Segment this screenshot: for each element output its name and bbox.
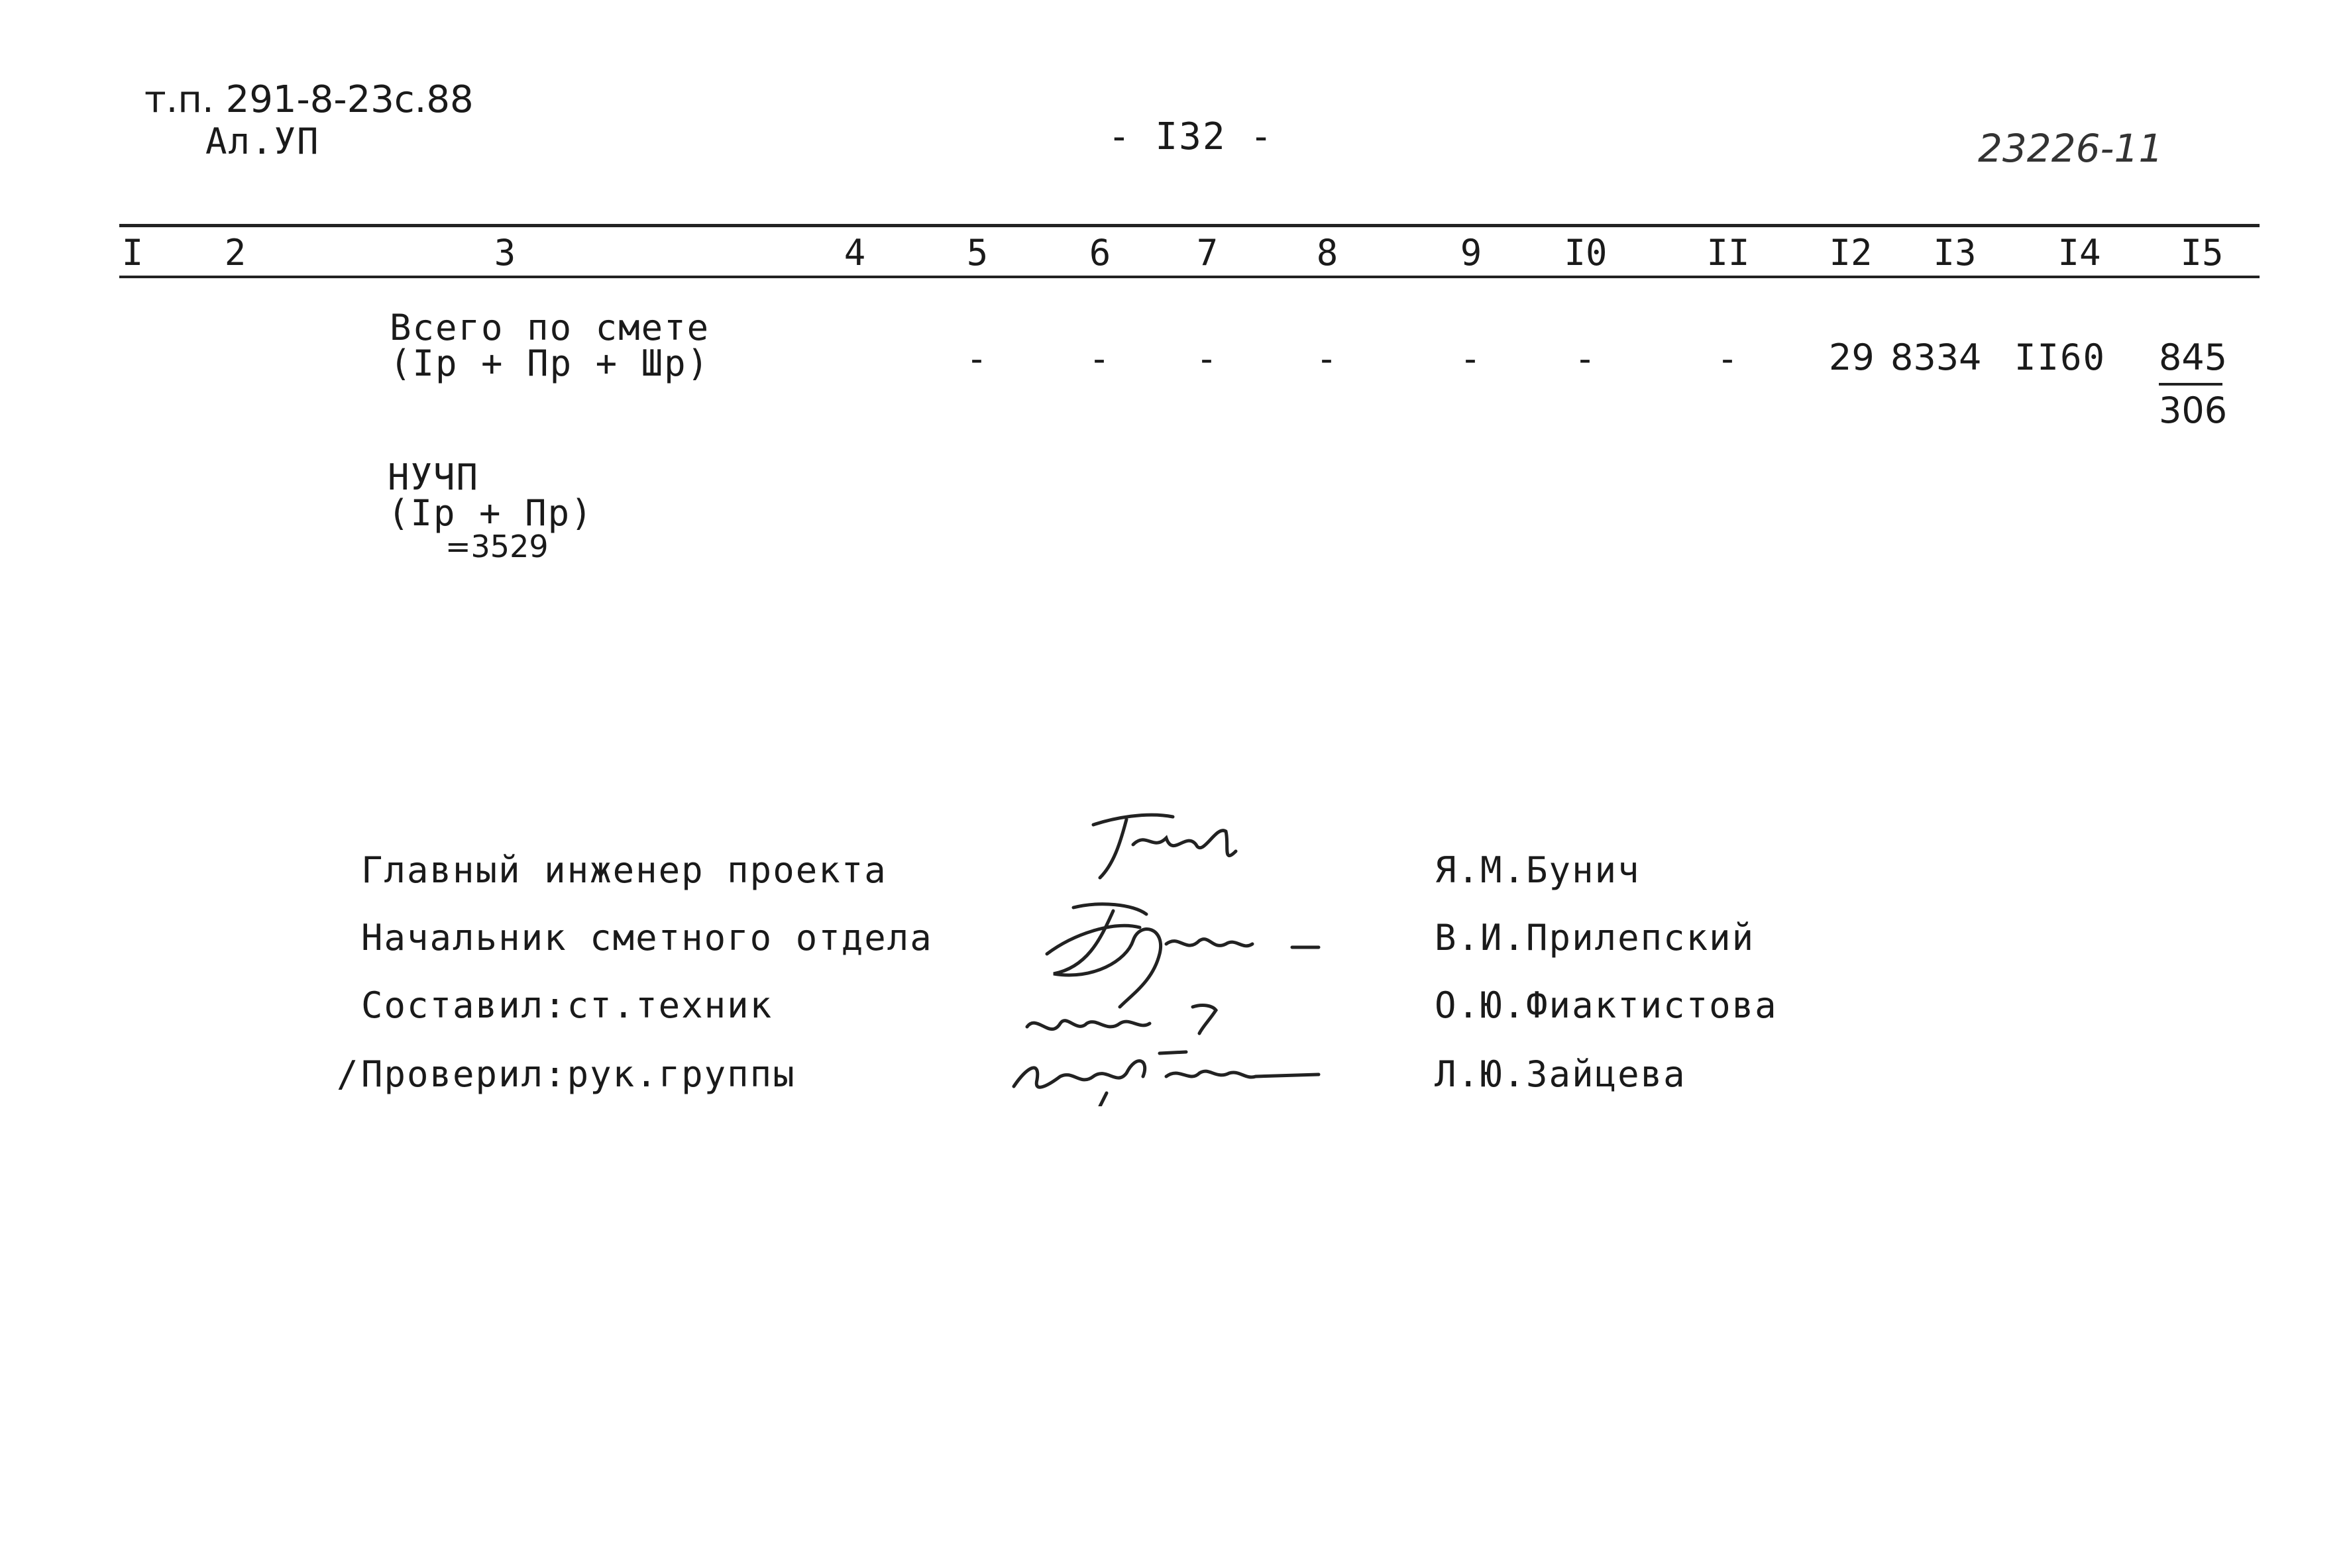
column-number: I0 xyxy=(1564,232,1608,274)
column-number: 8 xyxy=(1316,232,1338,274)
signatory-name-chief-engineer: Я.М.Бунич xyxy=(1435,849,1641,891)
value-col15-denominator: 306 xyxy=(2159,390,2228,431)
table-top-rule xyxy=(119,224,2260,227)
column-number: I4 xyxy=(2057,232,2101,274)
signature-4-icon xyxy=(1001,1040,1358,1106)
page-number: - I32 - xyxy=(1108,115,1274,158)
column-number: 3 xyxy=(494,232,516,274)
signatory-title-head-estimates: Начальник сметного отдела xyxy=(361,917,933,959)
column-number: 2 xyxy=(224,232,246,274)
album-label: Ал.УП xyxy=(205,121,320,162)
value-col13: 8334 xyxy=(1890,337,1982,378)
empty-cell-dash: - xyxy=(1088,338,1112,380)
nuchp-value: =3529 xyxy=(445,529,549,564)
signatory-title-chief-engineer: Главный инженер проекта xyxy=(361,849,887,891)
total-label-line2: (Iр + Пр + Шр) xyxy=(390,342,710,384)
inventory-number: 23226-11 xyxy=(1978,126,2163,171)
empty-cell-dash: - xyxy=(1195,338,1219,380)
column-number: I2 xyxy=(1829,232,1873,274)
column-number: 5 xyxy=(966,232,989,274)
column-number: II xyxy=(1706,232,1750,274)
signatory-name-checker: Л.Ю.Зайцева xyxy=(1435,1053,1686,1095)
column-number: I5 xyxy=(2180,232,2224,274)
value-col15-numerator: 845 xyxy=(2159,337,2228,378)
empty-cell-dash: - xyxy=(1574,338,1598,380)
value-col14: II60 xyxy=(2014,337,2106,378)
value-col12: 29 xyxy=(1829,337,1875,378)
nuchp-formula: (Iр + Пр) xyxy=(388,492,594,534)
column-number: I xyxy=(121,232,144,274)
total-label-line1: Всего по смете xyxy=(390,307,710,348)
signatory-title-checker: Проверил:рук.группы xyxy=(361,1053,796,1095)
empty-cell-dash: - xyxy=(965,338,989,380)
table-header-rule xyxy=(119,276,2260,278)
signatory-name-head-estimates: В.И.Прилепский xyxy=(1435,917,1755,959)
fraction-bar xyxy=(2159,383,2222,386)
column-number: 6 xyxy=(1089,232,1111,274)
column-number: I3 xyxy=(1933,232,1977,274)
column-number: 7 xyxy=(1196,232,1219,274)
signatory-title-compiler: Составил:ст.техник xyxy=(361,984,773,1026)
signatory-name-compiler: О.Ю.Фиактистова xyxy=(1435,984,1778,1026)
project-code: т.п. 291-8-23с.88 xyxy=(144,78,474,121)
empty-cell-dash: - xyxy=(1459,338,1483,380)
column-number: 4 xyxy=(844,232,866,274)
empty-cell-dash: - xyxy=(1315,338,1339,380)
signature-1-icon xyxy=(1073,805,1259,891)
check-mark: / xyxy=(337,1053,360,1095)
nuchp-label: НУЧП xyxy=(388,456,480,498)
column-number: 9 xyxy=(1460,232,1482,274)
empty-cell-dash: - xyxy=(1716,338,1740,380)
